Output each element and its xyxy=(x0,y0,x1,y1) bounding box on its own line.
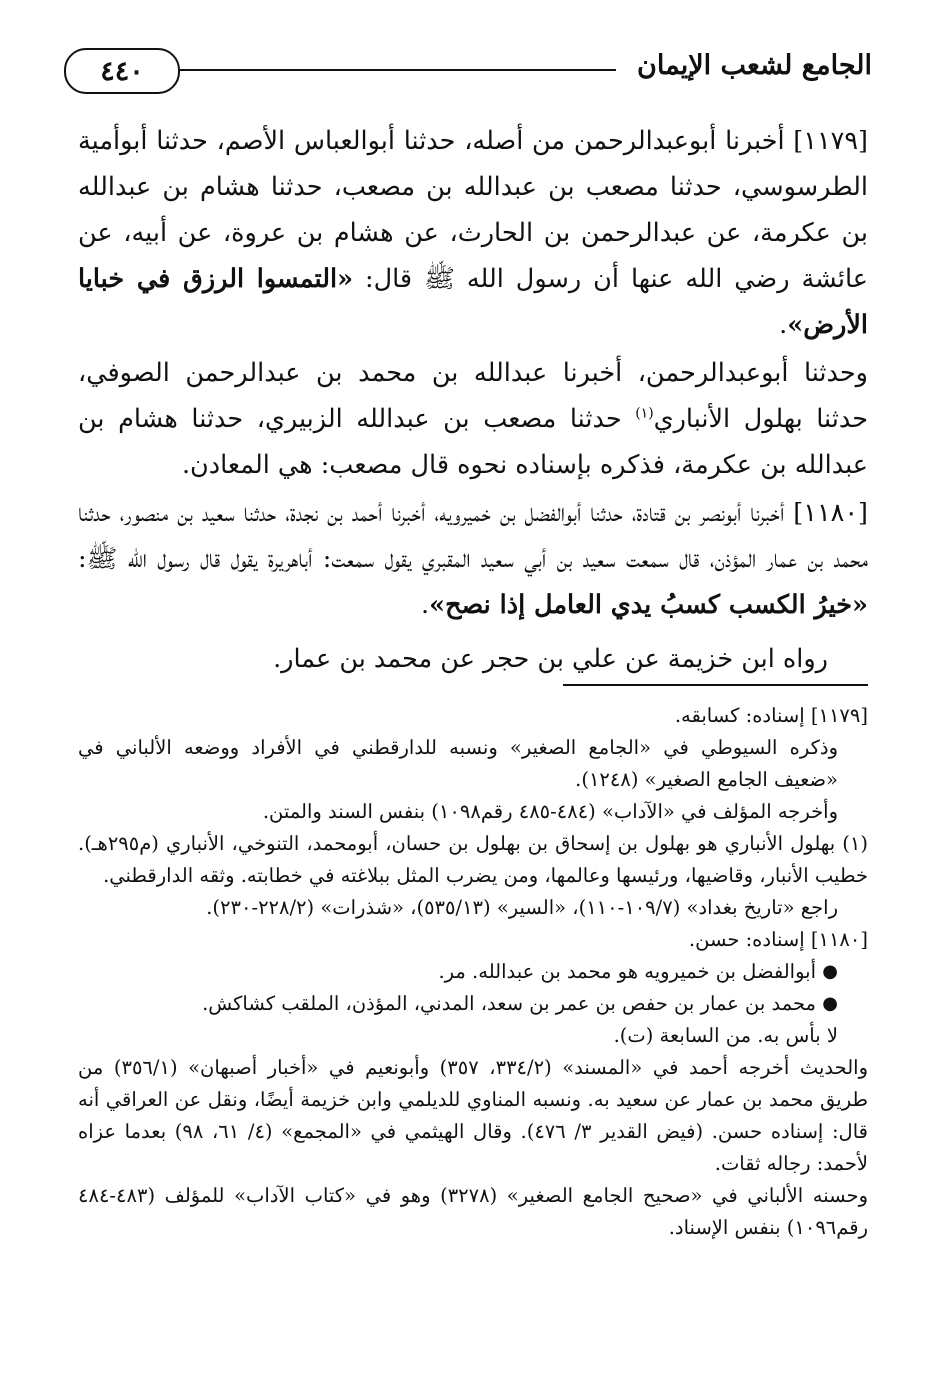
paragraph-1179 xyxy=(78,118,868,348)
running-title: الجامع لشعب الإيمان xyxy=(637,50,872,81)
footnote-1-refs: راجع «تاريخ بغداد» (١٠٩/٧-١١٠)، «السير» (٥٣٥/١٣)، «شذرات» (٢٢٨/٢-٢٣٠). xyxy=(206,896,838,919)
page-number: ٤٤٠ xyxy=(64,48,180,94)
footnote-1-bahlul: (١) بهلول الأنباري هو بهلول بن إسحاق بن بهلول بن حسان، أبومحمد، التنوخي، الأنباري (م٢٩٥هـ). خطيب الأنبار، وقاضيها، ورئيسها وعالمها، ومن يضرب المثل ببلاغته في خطابته. وثقه الدارقطني. xyxy=(78,832,868,887)
paragraph-1180-end: . xyxy=(421,590,430,620)
hadith-text-1180: «خيرُ الكسب كسبُ يدي العامل إذا نصح» xyxy=(429,590,868,620)
footnote-1180-takhrij: والحديث أخرجه أحمد في «المسند» (٣٣٤/٢، ٣٥٧) وأبونعيم في «أخبار أصبهان» (٣٥٦/١) من طريق محمد بن عمار عن سعيد به. ونسبه المناوي للديلمي وابن خزيمة أيضًا، ونقل عن العراقي أنه قال: إسناده حسن. (فيض القدير ٣/ ٤٧٦). وقال الهيثمي في «المجمع» (٤/ ٦١، ٩٨) بعدما عزاه لأحمد: رجاله ثقات. xyxy=(78,1056,868,1175)
footnote-1180-isnad: [١١٨٠] إسناده: حسن. xyxy=(688,928,868,951)
paragraph-1179-chain xyxy=(78,350,868,488)
footnote-1179-isnad: [١١٧٩] إسناده: كسابقه. xyxy=(674,704,868,727)
paragraph-1179-text: [١١٧٩] أخبرنا أبوعبدالرحمن من أصله، حدثنا أبوالعباس الأصم، حدثنا أبوأمية الطرسوسي، حدثنا مصعب بن عبدالله بن مصعب، حدثنا هشام بن عبدالله بن عكرمة، عن عبدالرحمن بن الحارث، عن هشام بن عروة، عن أبيه، عن عائشة رضي الله عنها أن رسول الله ﷺ قال: xyxy=(78,126,869,294)
footnote-separator xyxy=(563,684,868,686)
footnote-1180-grade: لا بأس به. من السابعة (ت). xyxy=(613,1024,838,1047)
bullet-icon: ● xyxy=(822,993,838,1014)
paragraph-1179-end: . xyxy=(779,310,788,340)
hadith-text-1179: «التمسوا الرزق في خبايا الأرض» xyxy=(78,264,868,340)
paragraph-1180 xyxy=(78,490,868,628)
footnote-1180-albani: وحسنه الألباني في «صحيح الجامع الصغير» (٣٢٧٨) وهو في «كتاب الآداب» للمؤلف (٤٨٣-٤٨٤ رقم١٠٩٦) بنفس الإسناد. xyxy=(78,1184,868,1239)
footnote-1179-adab: وأخرجه المؤلف في «الآداب» (٤٨٤-٤٨٥ رقم١٠٩٨) بنفس السند والمتن. xyxy=(262,800,838,823)
bullet-icon: ● xyxy=(822,961,838,982)
paragraph-1180-text: [١١٨٠] أخبرنا أبونصر بن قتادة، حدثنا أبوالفضل بن خميرويه، أخبرنا أحمد بن نجدة، حدثنا سعيد بن منصور، حدثنا محمد بن عمار المؤذن، قال سمعت سعيد بن أبي سعيد المقبري يقول سمعت: أباهريرة يقول قال رسول الله ﷺ: xyxy=(78,498,868,574)
narration-note: رواه ابن خزيمة عن علي بن حجر عن محمد بن عمار. xyxy=(273,644,828,674)
footnotes xyxy=(78,700,868,1244)
narrator-list xyxy=(78,956,868,1020)
paragraph-chain-a: وحدثنا أبوعبدالرحمن، أخبرنا عبدالله بن محمد بن عبدالرحمن الصوفي، حدثنا بهلول الأنباري xyxy=(78,358,868,434)
header-rule xyxy=(180,69,616,71)
footnote-1179-suyuti: وذكره السيوطي في «الجامع الصغير» ونسبه للدارقطني في الأفراد ووضعه الألباني في «ضعيف الجامع الصغير» (١٢٤٨). xyxy=(78,736,838,791)
main-text xyxy=(78,118,868,682)
page-header xyxy=(64,44,872,100)
paragraph-chain-b: حدثنا مصعب بن عبدالله الزبيري، حدثنا هشام بن عبدالله بن عكرمة، فذكره بإسناده نحوه قال مصعب: هي المعادن. xyxy=(78,404,868,480)
list-item: ● أبوالفضل بن خميرويه هو محمد بن عبدالله. مر. xyxy=(78,956,838,988)
list-item: ● محمد بن عمار بن حفص بن عمر بن سعد، المدني، المؤذن، الملقب كشاكش. xyxy=(78,988,838,1020)
footnote-marker-1[interactable]: (١) xyxy=(635,405,654,422)
